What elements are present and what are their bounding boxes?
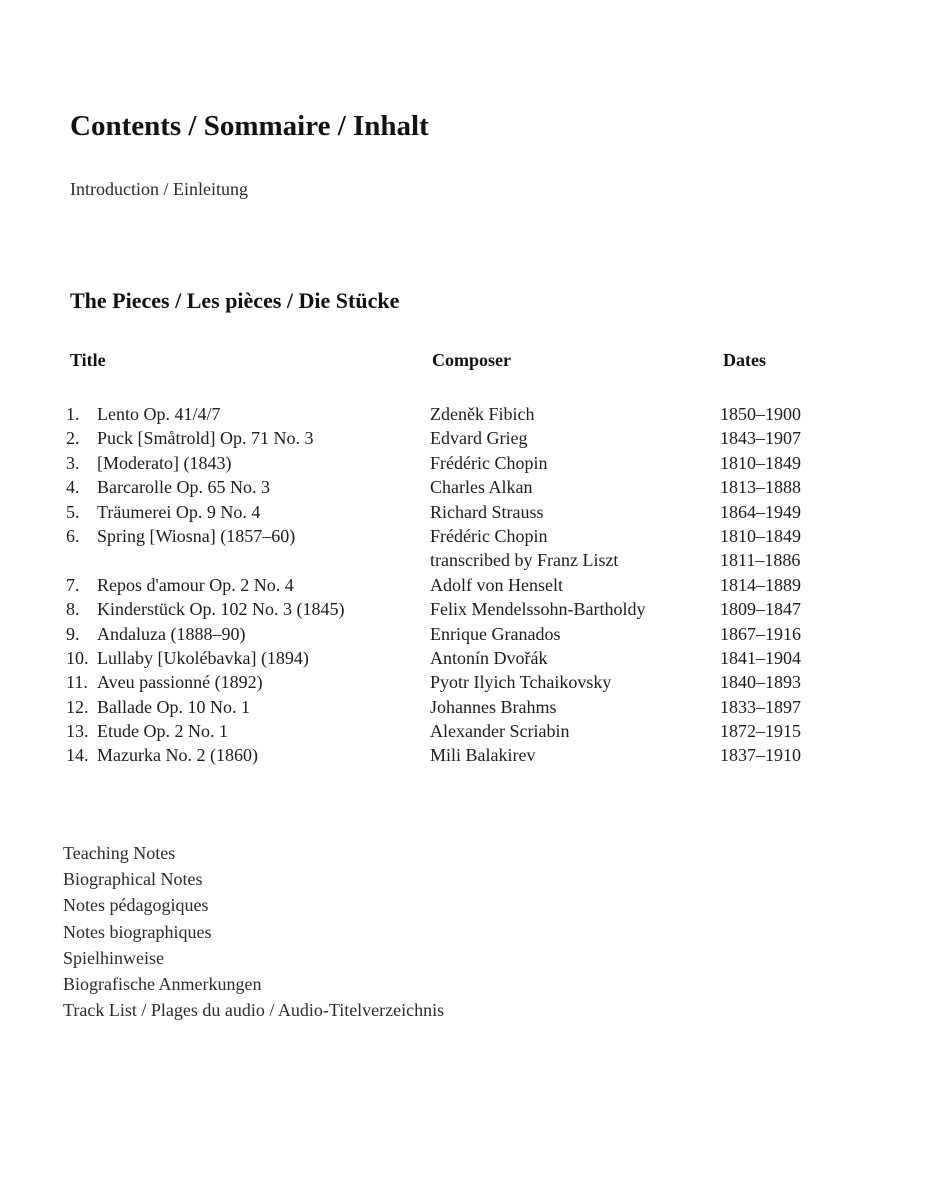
piece-number: 14. xyxy=(66,745,89,766)
piece-row[interactable] xyxy=(66,427,826,451)
piece-dates: 1837–1910 xyxy=(720,745,801,766)
piece-composer: Antonín Dvořák xyxy=(430,647,548,668)
column-header-dates: Dates xyxy=(723,350,766,370)
column-header-composer: Composer xyxy=(432,350,511,370)
piece-dates: 1843–1907 xyxy=(720,428,801,449)
piece-composer: Enrique Granados xyxy=(430,623,561,644)
piece-composer: Richard Strauss xyxy=(430,501,544,522)
piece-composer: Pyotr Ilyich Tchaikovsky xyxy=(430,672,612,693)
piece-dates: 1864–1949 xyxy=(720,501,801,522)
section-title: The Pieces / Les pièces / Die Stücke xyxy=(70,288,400,313)
piece-row-transcriber xyxy=(66,549,826,573)
piece-row[interactable] xyxy=(66,574,826,598)
notes-biographiques-entry[interactable]: Notes biographiques xyxy=(63,921,212,942)
piece-row[interactable] xyxy=(66,623,826,647)
piece-title: [Moderato] (1843) xyxy=(97,452,232,473)
piece-dates: 1809–1847 xyxy=(720,599,801,620)
piece-title: Spring [Wiosna] (1857–60) xyxy=(97,525,296,546)
piece-row[interactable] xyxy=(66,501,826,525)
piece-number: 9. xyxy=(66,623,80,644)
piece-dates: 1840–1893 xyxy=(720,672,801,693)
piece-number: 10. xyxy=(66,647,89,668)
piece-row[interactable] xyxy=(66,403,826,427)
piece-row[interactable] xyxy=(66,452,826,476)
piece-dates: 1872–1915 xyxy=(720,721,801,742)
piece-composer: Frédéric Chopin xyxy=(430,452,548,473)
piece-number: 7. xyxy=(66,574,80,595)
piece-dates: 1850–1900 xyxy=(720,404,801,424)
piece-title: Repos d'amour Op. 2 No. 4 xyxy=(97,574,294,595)
piece-title: Etude Op. 2 No. 1 xyxy=(97,721,228,742)
piece-row[interactable] xyxy=(66,476,826,500)
piece-title: Träumerei Op. 9 No. 4 xyxy=(97,501,261,522)
piece-composer: Frédéric Chopin xyxy=(430,525,548,546)
piece-number: 2. xyxy=(66,428,80,449)
piece-composer: Adolf von Henselt xyxy=(430,574,563,595)
introduction-entry[interactable]: Introduction / Einleitung xyxy=(70,179,248,199)
piece-number: 3. xyxy=(66,452,80,473)
piece-number: 5. xyxy=(66,501,80,522)
piece-dates: 1833–1897 xyxy=(720,696,801,717)
piece-number: 1. xyxy=(66,404,80,424)
piece-title: Lullaby [Ukolébavka] (1894) xyxy=(97,647,309,668)
piece-dates: 1814–1889 xyxy=(720,574,801,595)
piece-number: 12. xyxy=(66,696,89,717)
biographical-notes-entry[interactable]: Biographical Notes xyxy=(63,869,203,890)
piece-title: Aveu passionné (1892) xyxy=(97,672,263,693)
piece-composer: Edvard Grieg xyxy=(430,428,528,449)
piece-row[interactable] xyxy=(66,598,826,622)
pieces-list xyxy=(66,403,826,769)
piece-row[interactable] xyxy=(66,720,826,744)
piece-title: Ballade Op. 10 No. 1 xyxy=(97,696,250,717)
piece-title: Lento Op. 41/4/7 xyxy=(97,404,221,424)
piece-title: Barcarolle Op. 65 No. 3 xyxy=(97,477,270,498)
piece-title: Andaluza (1888–90) xyxy=(97,623,246,644)
piece-composer: Alexander Scriabin xyxy=(430,721,570,742)
back-matter-list xyxy=(63,842,444,1025)
piece-dates: 1867–1916 xyxy=(720,623,801,644)
piece-composer: Johannes Brahms xyxy=(430,696,557,717)
piece-row[interactable] xyxy=(66,744,826,768)
piece-dates: 1810–1849 xyxy=(720,525,801,546)
piece-dates: 1841–1904 xyxy=(720,647,801,668)
track-list-entry[interactable]: Track List / Plages du audio / Audio-Titelverzeichnis xyxy=(63,1000,445,1021)
piece-dates: 1813–1888 xyxy=(720,477,801,498)
piece-composer: Charles Alkan xyxy=(430,477,533,498)
piece-row[interactable] xyxy=(66,525,826,549)
biografische-anmerkungen-entry[interactable]: Biografische Anmerkungen xyxy=(63,973,262,994)
piece-transcriber: transcribed by Franz Liszt xyxy=(430,550,619,571)
piece-composer: Zdeněk Fibich xyxy=(430,404,535,424)
piece-dates: 1810–1849 xyxy=(720,452,801,473)
piece-number: 4. xyxy=(66,477,80,498)
piece-row[interactable] xyxy=(66,647,826,671)
piece-title: Kinderstück Op. 102 No. 3 (1845) xyxy=(97,599,345,620)
column-header-title: Title xyxy=(70,350,106,370)
piece-dates: 1811–1886 xyxy=(720,550,801,571)
spielhinweise-entry[interactable]: Spielhinweise xyxy=(63,947,164,968)
piece-row[interactable] xyxy=(66,671,826,695)
teaching-notes-entry[interactable]: Teaching Notes xyxy=(63,843,176,863)
piece-number: 8. xyxy=(66,599,80,620)
page-title: Contents / Sommaire / Inhalt xyxy=(70,110,429,142)
piece-composer: Felix Mendelssohn-Bartholdy xyxy=(430,599,646,620)
piece-row[interactable] xyxy=(66,696,826,720)
piece-number: 11. xyxy=(66,672,88,693)
piece-composer: Mili Balakirev xyxy=(430,745,536,766)
piece-title: Puck [Småtrold] Op. 71 No. 3 xyxy=(97,428,314,449)
piece-title: Mazurka No. 2 (1860) xyxy=(97,745,258,766)
piece-number: 13. xyxy=(66,721,89,742)
piece-number: 6. xyxy=(66,525,80,546)
notes-pedagogiques-entry[interactable]: Notes pédagogiques xyxy=(63,895,209,916)
